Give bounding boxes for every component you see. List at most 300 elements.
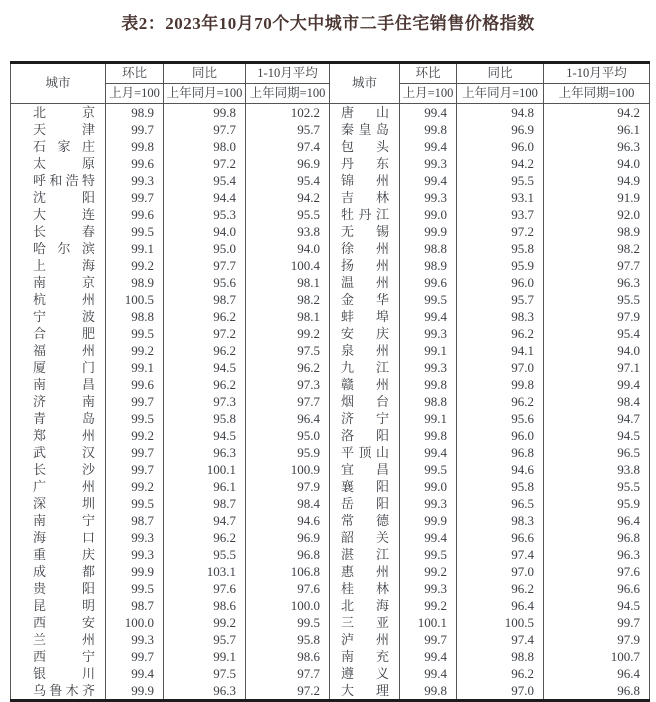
- city-cell: 锦州: [330, 172, 400, 189]
- header-yoy-left: 同比: [164, 63, 246, 84]
- city-cell: 吉林: [330, 189, 400, 206]
- value-cell: 94.5: [544, 597, 650, 614]
- header-city-left: 城市: [11, 63, 106, 104]
- city-cell: 西宁: [11, 648, 106, 665]
- value-cell: 99.4: [400, 172, 457, 189]
- table-row: [11, 342, 650, 359]
- city-cell: 湛江: [330, 546, 400, 563]
- value-cell: 99.2: [400, 563, 457, 580]
- header-mom-right: 环比: [400, 63, 457, 84]
- city-cell: 北海: [330, 597, 400, 614]
- value-cell: 99.5: [400, 546, 457, 563]
- value-cell: 99.9: [106, 682, 164, 701]
- value-cell: 95.9: [246, 444, 330, 461]
- city-cell: 长沙: [11, 461, 106, 478]
- value-cell: 97.5: [164, 665, 246, 682]
- city-cell: 扬州: [330, 257, 400, 274]
- city-cell: 杭州: [11, 291, 106, 308]
- value-cell: 99.7: [106, 189, 164, 206]
- value-cell: 96.9: [457, 121, 544, 138]
- value-cell: 94.0: [544, 342, 650, 359]
- value-cell: 100.5: [106, 291, 164, 308]
- value-cell: 99.5: [106, 410, 164, 427]
- value-cell: 96.0: [457, 138, 544, 155]
- value-cell: 95.7: [164, 631, 246, 648]
- city-cell: 遵义: [330, 665, 400, 682]
- value-cell: 98.9: [400, 257, 457, 274]
- value-cell: 96.0: [457, 274, 544, 291]
- value-cell: 96.4: [544, 665, 650, 682]
- value-cell: 98.4: [544, 393, 650, 410]
- table-row: [11, 359, 650, 376]
- value-cell: 98.8: [400, 240, 457, 257]
- value-cell: 98.9: [106, 104, 164, 122]
- value-cell: 99.8: [106, 138, 164, 155]
- value-cell: 95.8: [457, 240, 544, 257]
- value-cell: 96.5: [457, 495, 544, 512]
- city-cell: 蚌埠: [330, 308, 400, 325]
- value-cell: 99.4: [400, 138, 457, 155]
- value-cell: 94.0: [544, 155, 650, 172]
- value-cell: 103.1: [164, 563, 246, 580]
- table-row: [11, 614, 650, 631]
- table-row: [11, 648, 650, 665]
- value-cell: 97.0: [457, 563, 544, 580]
- value-cell: 97.2: [246, 682, 330, 701]
- value-cell: 96.2: [457, 665, 544, 682]
- value-cell: 99.3: [400, 325, 457, 342]
- table-row: [11, 189, 650, 206]
- city-cell: 襄阳: [330, 478, 400, 495]
- value-cell: 97.6: [544, 563, 650, 580]
- value-cell: 94.1: [457, 342, 544, 359]
- value-cell: 96.8: [457, 444, 544, 461]
- value-cell: 99.5: [106, 223, 164, 240]
- table-row: [11, 546, 650, 563]
- value-cell: 100.1: [164, 461, 246, 478]
- value-cell: 99.4: [400, 308, 457, 325]
- table-row: [11, 665, 650, 682]
- value-cell: 93.8: [544, 461, 650, 478]
- city-cell: 厦门: [11, 359, 106, 376]
- value-cell: 97.7: [544, 257, 650, 274]
- value-cell: 99.4: [400, 529, 457, 546]
- value-cell: 99.7: [544, 614, 650, 631]
- city-cell: 九江: [330, 359, 400, 376]
- value-cell: 99.9: [400, 512, 457, 529]
- table-row: [11, 631, 650, 648]
- value-cell: 100.1: [400, 614, 457, 631]
- value-cell: 97.3: [246, 376, 330, 393]
- value-cell: 99.4: [400, 444, 457, 461]
- table-row: [11, 291, 650, 308]
- header-avg-base-left: 上年同期=100: [246, 84, 330, 104]
- value-cell: 99.0: [400, 206, 457, 223]
- value-cell: 95.8: [164, 410, 246, 427]
- table-row: [11, 512, 650, 529]
- city-cell: 兰州: [11, 631, 106, 648]
- city-cell: 昆明: [11, 597, 106, 614]
- value-cell: 96.8: [544, 529, 650, 546]
- value-cell: 99.6: [400, 274, 457, 291]
- value-cell: 96.4: [544, 512, 650, 529]
- value-cell: 94.2: [246, 189, 330, 206]
- city-cell: 呼和浩特: [11, 172, 106, 189]
- city-cell: 徐州: [330, 240, 400, 257]
- table-row: [11, 444, 650, 461]
- value-cell: 96.2: [457, 325, 544, 342]
- value-cell: 95.5: [544, 478, 650, 495]
- city-cell: 烟台: [330, 393, 400, 410]
- value-cell: 93.7: [457, 206, 544, 223]
- city-cell: 南昌: [11, 376, 106, 393]
- value-cell: 96.2: [164, 529, 246, 546]
- value-cell: 99.5: [400, 461, 457, 478]
- value-cell: 95.6: [457, 410, 544, 427]
- value-cell: 99.1: [400, 410, 457, 427]
- value-cell: 99.2: [246, 325, 330, 342]
- table-row: [11, 138, 650, 155]
- value-cell: 106.8: [246, 563, 330, 580]
- value-cell: 97.7: [164, 121, 246, 138]
- header-city-right: 城市: [330, 63, 400, 104]
- value-cell: 98.9: [106, 274, 164, 291]
- table-row: [11, 274, 650, 291]
- value-cell: 95.8: [457, 478, 544, 495]
- value-cell: 99.8: [400, 427, 457, 444]
- value-cell: 96.1: [164, 478, 246, 495]
- value-cell: 95.5: [164, 546, 246, 563]
- city-cell: 上海: [11, 257, 106, 274]
- value-cell: 96.3: [544, 138, 650, 155]
- table-row: [11, 172, 650, 189]
- value-cell: 98.7: [106, 512, 164, 529]
- city-cell: 大理: [330, 682, 400, 701]
- value-cell: 98.3: [457, 308, 544, 325]
- table-row: [11, 223, 650, 240]
- value-cell: 99.8: [457, 376, 544, 393]
- value-cell: 99.6: [106, 155, 164, 172]
- value-cell: 99.6: [106, 376, 164, 393]
- value-cell: 99.2: [400, 597, 457, 614]
- value-cell: 95.5: [544, 291, 650, 308]
- value-cell: 99.3: [106, 529, 164, 546]
- value-cell: 96.4: [246, 410, 330, 427]
- city-cell: 武汉: [11, 444, 106, 461]
- value-cell: 99.8: [400, 121, 457, 138]
- table-row: [11, 240, 650, 257]
- value-cell: 99.7: [106, 461, 164, 478]
- price-index-table: [10, 61, 650, 702]
- city-cell: 哈尔滨: [11, 240, 106, 257]
- value-cell: 97.7: [246, 665, 330, 682]
- city-cell: 贵阳: [11, 580, 106, 597]
- header-mom-base-right: 上月=100: [400, 84, 457, 104]
- value-cell: 98.4: [246, 495, 330, 512]
- value-cell: 95.4: [164, 172, 246, 189]
- value-cell: 98.6: [164, 597, 246, 614]
- value-cell: 95.7: [246, 121, 330, 138]
- city-cell: 赣州: [330, 376, 400, 393]
- value-cell: 99.0: [400, 478, 457, 495]
- value-cell: 96.8: [544, 682, 650, 701]
- city-cell: 北京: [11, 104, 106, 122]
- table-row: [11, 206, 650, 223]
- value-cell: 97.9: [544, 631, 650, 648]
- value-cell: 96.6: [457, 529, 544, 546]
- city-cell: 泸州: [330, 631, 400, 648]
- value-cell: 97.2: [457, 223, 544, 240]
- value-cell: 96.9: [246, 155, 330, 172]
- table-row: [11, 563, 650, 580]
- value-cell: 95.3: [164, 206, 246, 223]
- value-cell: 99.7: [400, 631, 457, 648]
- value-cell: 100.4: [246, 257, 330, 274]
- city-cell: 岳阳: [330, 495, 400, 512]
- value-cell: 95.5: [246, 206, 330, 223]
- value-cell: 98.0: [164, 138, 246, 155]
- value-cell: 99.4: [400, 648, 457, 665]
- value-cell: 95.5: [457, 172, 544, 189]
- value-cell: 98.9: [544, 223, 650, 240]
- value-cell: 96.5: [544, 444, 650, 461]
- value-cell: 99.1: [106, 240, 164, 257]
- value-cell: 96.2: [457, 580, 544, 597]
- city-cell: 桂林: [330, 580, 400, 597]
- value-cell: 96.0: [457, 427, 544, 444]
- value-cell: 100.5: [457, 614, 544, 631]
- city-cell: 包头: [330, 138, 400, 155]
- value-cell: 96.6: [544, 580, 650, 597]
- city-cell: 长春: [11, 223, 106, 240]
- city-cell: 青岛: [11, 410, 106, 427]
- value-cell: 96.3: [544, 546, 650, 563]
- city-cell: 深圳: [11, 495, 106, 512]
- value-cell: 95.7: [457, 291, 544, 308]
- table-row: [11, 121, 650, 138]
- value-cell: 94.2: [544, 104, 650, 122]
- value-cell: 99.1: [106, 359, 164, 376]
- city-cell: 常德: [330, 512, 400, 529]
- city-cell: 郑州: [11, 427, 106, 444]
- value-cell: 99.5: [106, 580, 164, 597]
- table-row: [11, 393, 650, 410]
- value-cell: 97.1: [544, 359, 650, 376]
- value-cell: 97.3: [164, 393, 246, 410]
- value-cell: 98.6: [246, 648, 330, 665]
- value-cell: 99.5: [106, 325, 164, 342]
- value-cell: 99.8: [400, 376, 457, 393]
- value-cell: 99.4: [544, 376, 650, 393]
- table-row: [11, 410, 650, 427]
- value-cell: 98.1: [246, 274, 330, 291]
- city-cell: 平顶山: [330, 444, 400, 461]
- value-cell: 99.2: [106, 257, 164, 274]
- city-cell: 大连: [11, 206, 106, 223]
- value-cell: 94.4: [164, 189, 246, 206]
- city-cell: 沈阳: [11, 189, 106, 206]
- value-cell: 98.2: [544, 240, 650, 257]
- table-row: [11, 325, 650, 342]
- value-cell: 99.3: [400, 495, 457, 512]
- value-cell: 95.9: [457, 257, 544, 274]
- value-cell: 97.4: [457, 546, 544, 563]
- city-cell: 丹东: [330, 155, 400, 172]
- city-cell: 济南: [11, 393, 106, 410]
- value-cell: 95.6: [164, 274, 246, 291]
- value-cell: 96.2: [164, 376, 246, 393]
- value-cell: 95.0: [164, 240, 246, 257]
- value-cell: 99.2: [106, 478, 164, 495]
- value-cell: 100.0: [106, 614, 164, 631]
- city-cell: 秦皇岛: [330, 121, 400, 138]
- value-cell: 99.7: [106, 393, 164, 410]
- value-cell: 100.7: [544, 648, 650, 665]
- header-avg-left: 1-10月平均: [246, 63, 330, 84]
- value-cell: 97.6: [164, 580, 246, 597]
- value-cell: 97.5: [246, 342, 330, 359]
- value-cell: 97.0: [457, 682, 544, 701]
- city-cell: 无锡: [330, 223, 400, 240]
- value-cell: 100.9: [246, 461, 330, 478]
- city-cell: 温州: [330, 274, 400, 291]
- city-cell: 唐山: [330, 104, 400, 122]
- city-cell: 合肥: [11, 325, 106, 342]
- value-cell: 95.8: [246, 631, 330, 648]
- value-cell: 99.5: [400, 291, 457, 308]
- value-cell: 99.4: [400, 104, 457, 122]
- value-cell: 94.7: [544, 410, 650, 427]
- city-cell: 重庆: [11, 546, 106, 563]
- value-cell: 96.2: [457, 393, 544, 410]
- value-cell: 97.6: [246, 580, 330, 597]
- table-row: [11, 597, 650, 614]
- value-cell: 99.2: [106, 427, 164, 444]
- value-cell: 95.4: [246, 172, 330, 189]
- value-cell: 97.0: [457, 359, 544, 376]
- city-cell: 牡丹江: [330, 206, 400, 223]
- value-cell: 99.2: [106, 342, 164, 359]
- table-row: [11, 308, 650, 325]
- value-cell: 95.0: [246, 427, 330, 444]
- value-cell: 99.4: [400, 665, 457, 682]
- value-cell: 92.0: [544, 206, 650, 223]
- value-cell: 94.8: [457, 104, 544, 122]
- value-cell: 96.3: [164, 682, 246, 701]
- value-cell: 98.7: [164, 495, 246, 512]
- value-cell: 91.9: [544, 189, 650, 206]
- city-cell: 南充: [330, 648, 400, 665]
- city-cell: 济宁: [330, 410, 400, 427]
- value-cell: 99.3: [400, 580, 457, 597]
- table-row: [11, 682, 650, 701]
- value-cell: 99.3: [106, 631, 164, 648]
- header-yoy-base-right: 上年同月=100: [457, 84, 544, 104]
- value-cell: 94.5: [164, 359, 246, 376]
- value-cell: 93.1: [457, 189, 544, 206]
- value-cell: 97.2: [164, 325, 246, 342]
- value-cell: 94.7: [164, 512, 246, 529]
- value-cell: 99.9: [400, 223, 457, 240]
- city-cell: 安庆: [330, 325, 400, 342]
- page-title: 表2：2023年10月70个大中城市二手住宅销售价格指数: [121, 14, 535, 33]
- value-cell: 97.4: [457, 631, 544, 648]
- table-row: [11, 104, 650, 122]
- city-cell: 金华: [330, 291, 400, 308]
- city-cell: 韶关: [330, 529, 400, 546]
- city-cell: 福州: [11, 342, 106, 359]
- header-yoy-right: 同比: [457, 63, 544, 84]
- value-cell: 98.2: [246, 291, 330, 308]
- table-body: [11, 104, 650, 701]
- value-cell: 99.6: [106, 206, 164, 223]
- table-row: [11, 495, 650, 512]
- table-row: [11, 529, 650, 546]
- value-cell: 98.1: [246, 308, 330, 325]
- value-cell: 96.9: [246, 529, 330, 546]
- table-row: [11, 155, 650, 172]
- city-cell: 宁波: [11, 308, 106, 325]
- city-cell: 成都: [11, 563, 106, 580]
- value-cell: 99.3: [106, 546, 164, 563]
- value-cell: 99.9: [106, 563, 164, 580]
- value-cell: 97.7: [164, 257, 246, 274]
- city-cell: 广州: [11, 478, 106, 495]
- table-row: [11, 478, 650, 495]
- table-header: [11, 63, 650, 104]
- value-cell: 98.8: [457, 648, 544, 665]
- city-cell: 惠州: [330, 563, 400, 580]
- value-cell: 99.3: [400, 359, 457, 376]
- city-cell: 宜昌: [330, 461, 400, 478]
- value-cell: 95.9: [544, 495, 650, 512]
- city-cell: 石家庄: [11, 138, 106, 155]
- table-row: [11, 427, 650, 444]
- city-cell: 银川: [11, 665, 106, 682]
- city-cell: 西安: [11, 614, 106, 631]
- value-cell: 100.0: [246, 597, 330, 614]
- city-cell: 南宁: [11, 512, 106, 529]
- value-cell: 99.3: [400, 189, 457, 206]
- header-avg-base-right: 上年同期=100: [544, 84, 650, 104]
- value-cell: 98.8: [400, 393, 457, 410]
- value-cell: 98.3: [457, 512, 544, 529]
- city-cell: 泉州: [330, 342, 400, 359]
- value-cell: 96.3: [544, 274, 650, 291]
- city-cell: 乌鲁木齐: [11, 682, 106, 701]
- city-cell: 三亚: [330, 614, 400, 631]
- value-cell: 99.5: [106, 495, 164, 512]
- value-cell: 96.2: [164, 308, 246, 325]
- city-cell: 太原: [11, 155, 106, 172]
- header-avg-right: 1-10月平均: [544, 63, 650, 84]
- value-cell: 102.2: [246, 104, 330, 122]
- value-cell: 99.8: [164, 104, 246, 122]
- value-cell: 99.7: [106, 444, 164, 461]
- value-cell: 96.2: [164, 342, 246, 359]
- value-cell: 99.7: [106, 121, 164, 138]
- value-cell: 96.1: [544, 121, 650, 138]
- value-cell: 99.5: [246, 614, 330, 631]
- value-cell: 97.2: [164, 155, 246, 172]
- table-row: [11, 257, 650, 274]
- table-row: [11, 580, 650, 597]
- value-cell: 97.9: [246, 478, 330, 495]
- value-cell: 93.8: [246, 223, 330, 240]
- value-cell: 97.4: [246, 138, 330, 155]
- value-cell: 99.3: [106, 172, 164, 189]
- table-row: [11, 376, 650, 393]
